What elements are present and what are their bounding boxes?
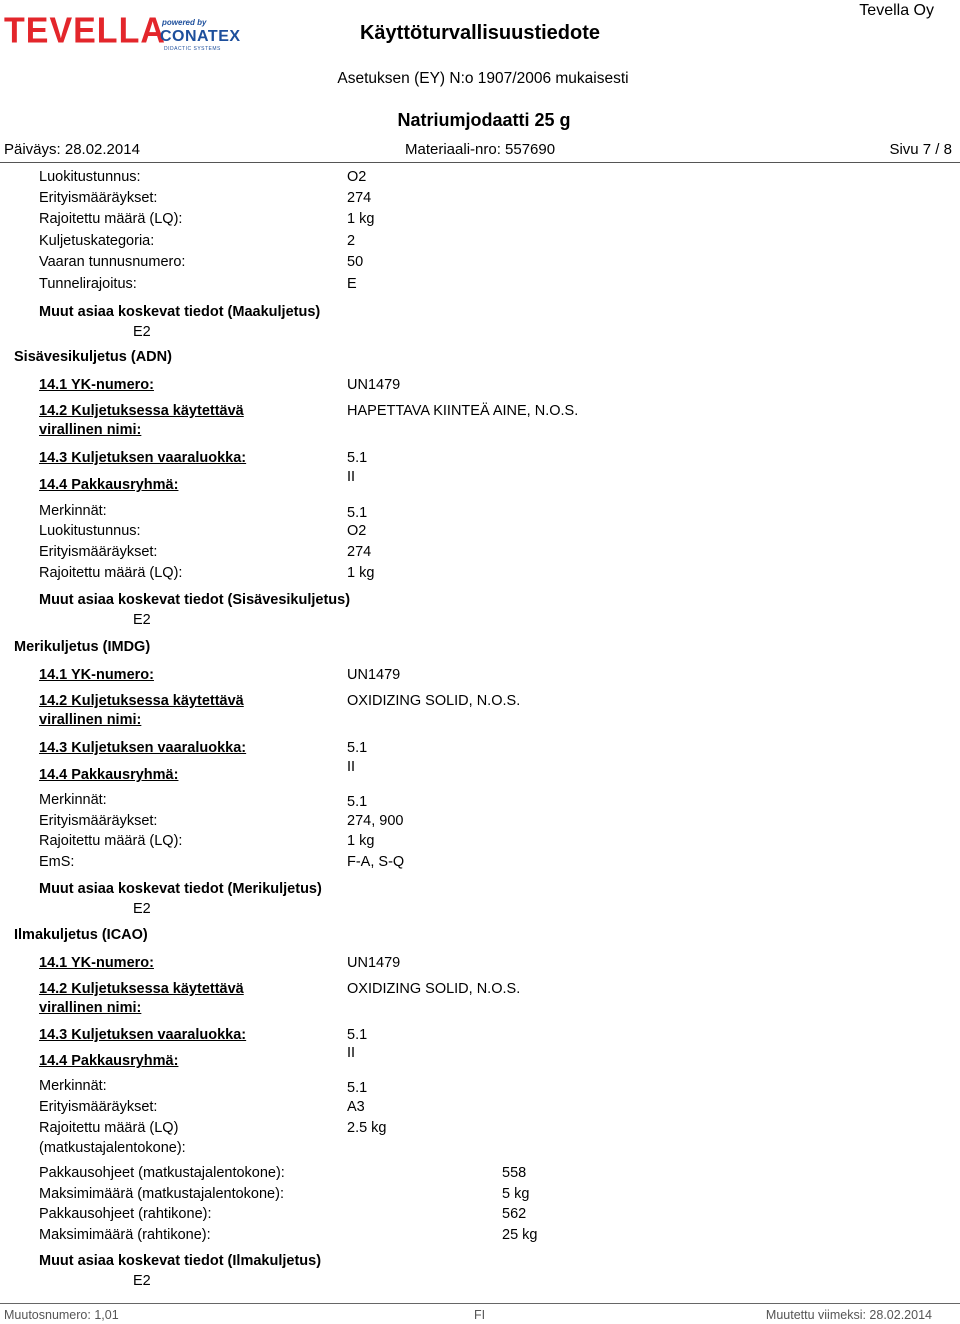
icao-pack-value: 25 kg — [502, 1227, 538, 1243]
adn-section-title: Sisävesikuljetus (ADN) — [14, 349, 172, 365]
revision-number: Muutosnumero: 1,01 — [4, 1308, 119, 1322]
icao-pack-value: 5 kg — [502, 1186, 530, 1202]
icao-shipping-name-value: OXIDIZING SOLID, N.O.S. — [347, 981, 521, 997]
imdg-packing-group-label: 14.4 Pakkausryhmä: — [39, 767, 179, 783]
imdg-class-label: 14.3 Kuljetuksen vaaraluokka: — [39, 740, 247, 756]
road-row-value: 50 — [347, 254, 364, 270]
icao-pack-label: Pakkausohjeet (matkustajalentokone): — [39, 1165, 285, 1181]
imdg-row-value: 5.1 — [347, 794, 368, 810]
imdg-shipping-name-label: 14.2 Kuljetuksessa käytettävä — [39, 693, 244, 709]
icao-pack-value: 562 — [502, 1206, 527, 1222]
icao-packing-group-label: 14.4 Pakkausryhmä: — [39, 1053, 179, 1069]
icao-packing-group-value: II — [347, 1045, 356, 1061]
document-title: Käyttöturvallisuustiedote — [359, 22, 601, 44]
adn-row-label: Merkinnät: — [39, 503, 107, 519]
adn-row-value: 5.1 — [347, 505, 368, 521]
adn-shipping-name-label: 14.2 Kuljetuksessa käytettävä — [39, 403, 244, 419]
adn-class-value: 5.1 — [347, 450, 368, 466]
adn-shipping-name-label-2: virallinen nimi: — [39, 422, 142, 438]
imdg-row-label: Erityismääräykset: — [39, 813, 158, 829]
icao-row-value: 5.1 — [347, 1080, 368, 1096]
logo-wordmark: TEVELLA — [4, 11, 166, 51]
icao-row-label: Rajoitettu määrä (LQ) — [39, 1120, 179, 1136]
imdg-row-value: 274, 900 — [347, 813, 404, 829]
icao-pack-label: Maksimimäärä (rahtikone): — [39, 1227, 211, 1243]
icao-lq-label-2: (matkustajalentokone): — [39, 1140, 186, 1156]
language-code: FI — [474, 1308, 486, 1322]
road-row-label: Rajoitettu määrä (LQ): — [39, 211, 183, 227]
material-number: Materiaali-nro: 557690 — [405, 141, 556, 158]
imdg-un-value: UN1479 — [347, 667, 401, 683]
icao-pack-label: Pakkausohjeet (rahtikone): — [39, 1206, 212, 1222]
icao-section-title: Ilmakuljetus (ICAO) — [14, 927, 148, 943]
imdg-section-title: Merikuljetus (IMDG) — [14, 639, 151, 655]
company-name: Tevella Oy — [859, 2, 934, 19]
regulation-line: Asetuksen (EY) N:o 1907/2006 mukaisesti — [337, 70, 629, 87]
icao-shipping-name-label-2: virallinen nimi: — [39, 1000, 142, 1016]
road-row-label: Kuljetuskategoria: — [39, 233, 155, 249]
icao-un-label: 14.1 YK-numero: — [39, 955, 154, 971]
adn-un-value: UN1479 — [347, 377, 401, 393]
imdg-class-value: 5.1 — [347, 740, 368, 756]
adn-un-label: 14.1 YK-numero: — [39, 377, 154, 393]
adn-row-value: 274 — [347, 544, 372, 560]
adn-row-label: Rajoitettu määrä (LQ): — [39, 565, 183, 581]
adn-packing-group-value: II — [347, 469, 356, 485]
icao-row-label: Merkinnät: — [39, 1078, 107, 1094]
road-row-value: 1 kg — [347, 211, 375, 227]
icao-other-title: Muut asiaa koskevat tiedot (Ilmakuljetus) — [39, 1253, 322, 1269]
adn-row-label: Luokitustunnus: — [39, 523, 141, 539]
road-other-title: Muut asiaa koskevat tiedot (Maakuljetus) — [39, 304, 321, 320]
last-modified: Muutettu viimeksi: 28.02.2014 — [765, 1308, 932, 1322]
road-row-value: 2 — [347, 233, 356, 249]
date-label: Päiväys: 28.02.2014 — [4, 141, 140, 158]
road-other-value: E2 — [133, 324, 151, 340]
road-row-value: E — [347, 276, 357, 292]
logo-powered-by: powered by — [162, 18, 207, 27]
imdg-shipping-name-label-2: virallinen nimi: — [39, 712, 142, 728]
road-row-value: O2 — [347, 169, 367, 185]
road-row-value: 274 — [347, 190, 372, 206]
footer-divider — [0, 1303, 960, 1304]
adn-class-label: 14.3 Kuljetuksen vaaraluokka: — [39, 450, 247, 466]
page-number: Sivu 7 / 8 — [889, 141, 952, 158]
imdg-row-label: Merkinnät: — [39, 792, 107, 808]
imdg-row-value: F-A, S-Q — [347, 854, 405, 870]
adn-row-value: 1 kg — [347, 565, 375, 581]
icao-pack-label: Maksimimäärä (matkustajalentokone): — [39, 1186, 284, 1202]
adn-row-label: Erityismääräykset: — [39, 544, 158, 560]
adn-other-title: Muut asiaa koskevat tiedot (Sisävesikuljetus) — [39, 592, 351, 608]
header-divider — [0, 162, 960, 163]
logo-partner-sub: DIDACTIC SYSTEMS — [164, 46, 221, 52]
adn-row-value: O2 — [347, 523, 367, 539]
imdg-row-value: 1 kg — [347, 833, 375, 849]
icao-row-label: Erityismääräykset: — [39, 1099, 158, 1115]
logo-partner: CONATEX — [160, 28, 241, 45]
imdg-other-title: Muut asiaa koskevat tiedot (Merikuljetus) — [39, 881, 322, 897]
icao-class-value: 5.1 — [347, 1027, 368, 1043]
product-name: Natriumjodaatti 25 g — [397, 110, 571, 130]
imdg-packing-group-value: II — [347, 759, 356, 775]
imdg-row-label: EmS: — [39, 854, 75, 870]
imdg-un-label: 14.1 YK-numero: — [39, 667, 154, 683]
icao-un-value: UN1479 — [347, 955, 401, 971]
icao-other-value: E2 — [133, 1273, 151, 1289]
imdg-other-value: E2 — [133, 901, 151, 917]
icao-row-value: 2.5 kg — [347, 1120, 387, 1136]
road-row-label: Luokitustunnus: — [39, 169, 141, 185]
road-row-label: Erityismääräykset: — [39, 190, 158, 206]
icao-pack-value: 558 — [502, 1165, 527, 1181]
adn-other-value: E2 — [133, 612, 151, 628]
road-row-label: Tunnelirajoitus: — [39, 276, 137, 292]
imdg-row-label: Rajoitettu määrä (LQ): — [39, 833, 183, 849]
adn-packing-group-label: 14.4 Pakkausryhmä: — [39, 477, 179, 493]
adn-shipping-name-value: HAPETTAVA KIINTEÄ AINE, N.O.S. — [347, 403, 579, 419]
icao-shipping-name-label: 14.2 Kuljetuksessa käytettävä — [39, 981, 244, 997]
imdg-shipping-name-value: OXIDIZING SOLID, N.O.S. — [347, 693, 521, 709]
icao-row-value: A3 — [347, 1099, 365, 1115]
icao-class-label: 14.3 Kuljetuksen vaaraluokka: — [39, 1027, 247, 1043]
road-row-label: Vaaran tunnusnumero: — [39, 254, 186, 270]
